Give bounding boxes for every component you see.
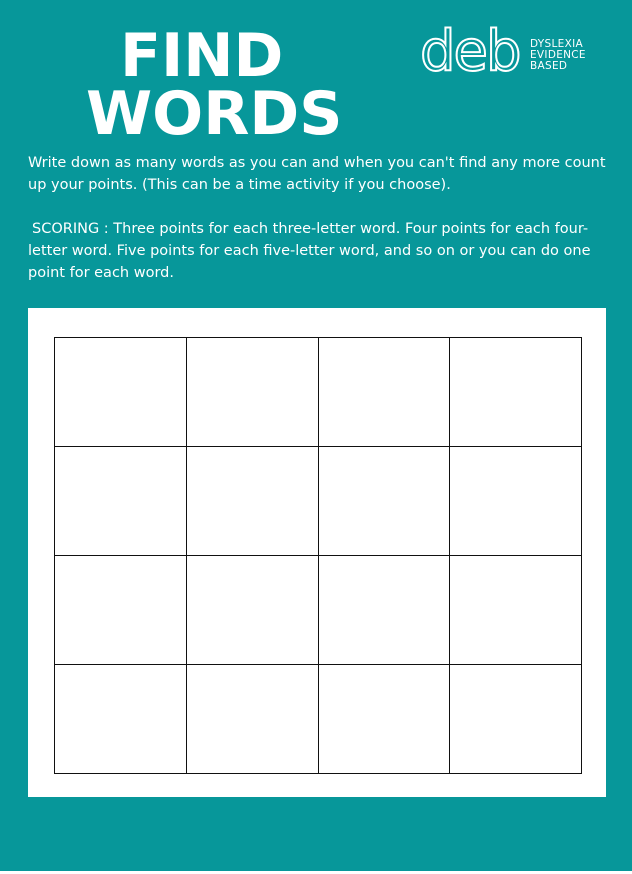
grid-cell[interactable] [187,338,319,447]
instructions-intro: Write down as many words as you can and when you can't find any more count up your points. (This can be a time activity if you choose). [28,155,606,193]
logo-word-based: BASED [530,60,568,72]
title-line-1: FIND [120,21,284,91]
grid-cell[interactable] [450,338,582,447]
logo-wordmark [530,39,586,72]
grid-cell[interactable] [187,556,319,665]
grid-cell[interactable] [187,665,319,774]
grid-card [28,308,606,797]
logo-word-dyslexia: DYSLEXIA [530,38,583,50]
logo-word-evidence: EVIDENCE [530,49,586,61]
grid-cell[interactable] [450,556,582,665]
logo-mark: deb [420,19,520,84]
instructions [28,152,608,284]
grid-cell[interactable] [55,556,187,665]
grid-cell[interactable] [319,447,451,556]
grid-cell[interactable] [55,665,187,774]
grid-cell[interactable] [319,556,451,665]
grid-cell[interactable] [450,665,582,774]
letter-grid [54,337,582,774]
grid-cell[interactable] [319,665,451,774]
scoring-rules: SCORING : Three points for each three-letter word. Four points for each four-letter word. Five points for each five-letter word, and so on or you can do one point for each word. [28,221,591,281]
grid-cell[interactable] [55,447,187,556]
grid-cell[interactable] [55,338,187,447]
title-line-2: WORDS [86,79,343,149]
deb-logo [420,19,620,84]
grid-cell[interactable] [450,447,582,556]
grid-cell[interactable] [319,338,451,447]
grid-cell[interactable] [187,447,319,556]
